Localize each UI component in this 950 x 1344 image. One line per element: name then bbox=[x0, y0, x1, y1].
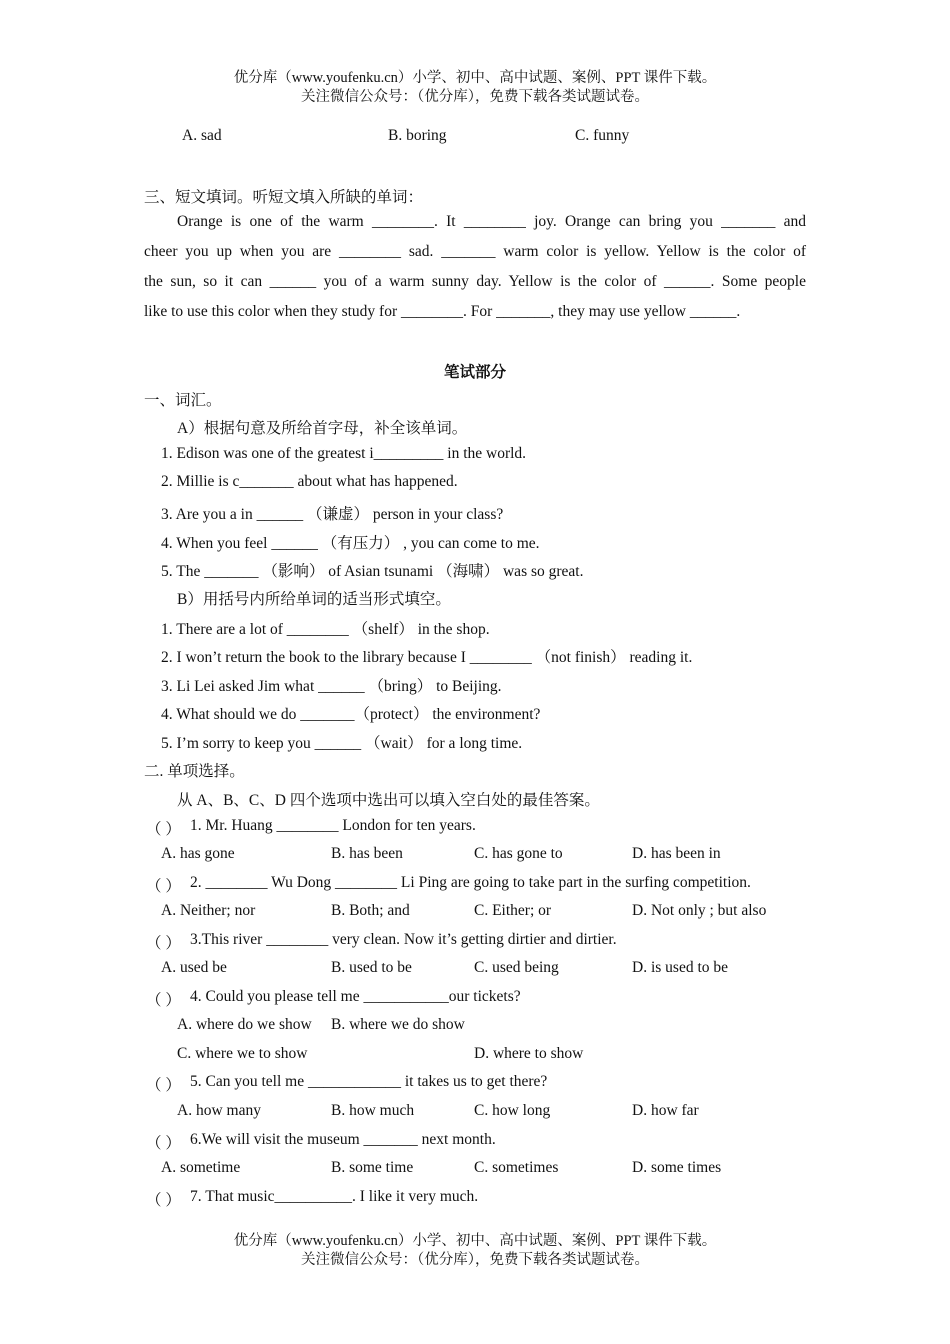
q6-option-b: B. some time bbox=[331, 1159, 414, 1176]
q2-option-d: D. Not only ; but also bbox=[632, 902, 767, 919]
q6-stem: 6.We will visit the museum _______ next month. bbox=[190, 1131, 496, 1148]
written-title: 笔试部分 bbox=[443, 364, 506, 381]
partA-item-3: 3. Are you a in ______ （谦虚） person in your class? bbox=[161, 506, 504, 523]
q5-option-a: A. how many bbox=[177, 1102, 261, 1119]
q3-stem: 3.This river ________ very clean. Now it’s getting dirtier and dirtier. bbox=[190, 931, 617, 948]
answer-paren: （ ） bbox=[146, 821, 181, 838]
partA-item-4: 4. When you feel ______ （有压力） , you can come to me. bbox=[161, 535, 540, 552]
mc-instruction: 从 A、B、C、D 四个选项中选出可以填入空白处的最佳答案。 bbox=[177, 792, 600, 809]
partB-item-5: 5. I’m sorry to keep you ______ （wait） for a long time. bbox=[161, 735, 523, 752]
answer-paren: （ ） bbox=[146, 1077, 181, 1094]
partB-title: B）用括号内所给单词的适当形式填空。 bbox=[177, 591, 451, 608]
answer-paren: （ ） bbox=[146, 878, 181, 895]
q2-option-a: A. Neither; nor bbox=[161, 902, 256, 919]
q3-option-b: B. used to be bbox=[331, 959, 412, 976]
header-line-1: 优分库（www.youfenku.cn）小学、初中、高中试题、案例、PPT 课件下载。 bbox=[233, 70, 717, 86]
section3-line-4: like to use this color when they study for ________. For _______, they may use yellow ______. bbox=[144, 303, 741, 320]
top-option-b: B. boring bbox=[388, 127, 447, 144]
answer-paren: （ ） bbox=[146, 935, 181, 952]
partA-title: A）根据句意及所给首字母，补全该单词。 bbox=[177, 420, 468, 437]
vocab-title: 一、词汇。 bbox=[144, 392, 222, 409]
q5-stem: 5. Can you tell me ____________ it takes us to get there? bbox=[190, 1073, 548, 1090]
q1-option-a: A. has gone bbox=[161, 845, 235, 862]
q3-option-c: C. used being bbox=[474, 959, 559, 976]
q1-stem: 1. Mr. Huang ________ London for ten years. bbox=[190, 817, 476, 834]
q6-option-d: D. some times bbox=[632, 1159, 722, 1176]
header-line-2: 关注微信公众号：（优分库），免费下载各类试题试卷。 bbox=[301, 89, 649, 105]
partA-item-2: 2. Millie is c_______ about what has happened. bbox=[161, 473, 458, 490]
partB-item-2: 2. I won’t return the book to the library because I ________ （not finish） reading it. bbox=[161, 649, 693, 666]
q6-option-c: C. sometimes bbox=[474, 1159, 559, 1176]
section3-line-2: cheer you up when you are ________ sad. _______ warm color is yellow. Yellow is the color of bbox=[144, 243, 806, 260]
q4-option-a: A. where do we show bbox=[177, 1016, 312, 1033]
partB-item-4: 4. What should we do _______（protect） the environment? bbox=[161, 706, 541, 723]
q6-option-a: A. sometime bbox=[161, 1159, 241, 1176]
partB-item-1: 1. There are a lot of ________ （shelf） in the shop. bbox=[161, 621, 490, 638]
q2-option-c: C. Either; or bbox=[474, 902, 552, 919]
top-option-a: A. sad bbox=[182, 127, 222, 144]
q4-option-c: C. where we to show bbox=[177, 1045, 308, 1062]
answer-paren: （ ） bbox=[146, 992, 181, 1009]
top-option-c: C. funny bbox=[575, 127, 630, 144]
partA-item-5: 5. The _______ （影响） of Asian tsunami （海啸） was so great. bbox=[161, 563, 584, 580]
q2-option-b: B. Both; and bbox=[331, 902, 410, 919]
q1-option-d: D. has been in bbox=[632, 845, 721, 862]
mc-title: 二. 单项选择。 bbox=[144, 763, 245, 780]
q5-option-c: C. how long bbox=[474, 1102, 551, 1119]
q2-stem: 2. ________ Wu Dong ________ Li Ping are going to take part in the surfing competition. bbox=[190, 874, 751, 891]
q4-stem: 4. Could you please tell me ___________our tickets? bbox=[190, 988, 521, 1005]
q3-option-d: D. is used to be bbox=[632, 959, 729, 976]
q5-option-b: B. how much bbox=[331, 1102, 415, 1119]
footer-line-2: 关注微信公众号：（优分库），免费下载各类试题试卷。 bbox=[301, 1252, 649, 1268]
partB-item-3: 3. Li Lei asked Jim what ______ （bring） to Beijing. bbox=[161, 678, 502, 695]
partA-item-1: 1. Edison was one of the greatest i_________ in the world. bbox=[161, 445, 527, 462]
section3-line-1: Orange is one of the warm ________. It ________ joy. Orange can bring you _______ and bbox=[177, 213, 806, 230]
q1-option-c: C. has gone to bbox=[474, 845, 563, 862]
footer-line-1: 优分库（www.youfenku.cn）小学、初中、高中试题、案例、PPT 课件下载。 bbox=[233, 1233, 717, 1249]
q5-option-d: D. how far bbox=[632, 1102, 699, 1119]
q4-option-d: D. where to show bbox=[474, 1045, 584, 1062]
q4-option-b: B. where we do show bbox=[331, 1016, 465, 1033]
q3-option-a: A. used be bbox=[161, 959, 227, 976]
answer-paren: （ ） bbox=[146, 1135, 181, 1152]
answer-paren: （ ） bbox=[146, 1192, 181, 1209]
section3-title: 三、短文填词。听短文填入所缺的单词： bbox=[144, 189, 424, 206]
section3-line-3: the sun, so it can ______ you of a warm sunny day. Yellow is the color of ______. Some people bbox=[144, 273, 806, 290]
q7-stem: 7. That music__________. I like it very much. bbox=[190, 1188, 479, 1205]
q1-option-b: B. has been bbox=[331, 845, 403, 862]
